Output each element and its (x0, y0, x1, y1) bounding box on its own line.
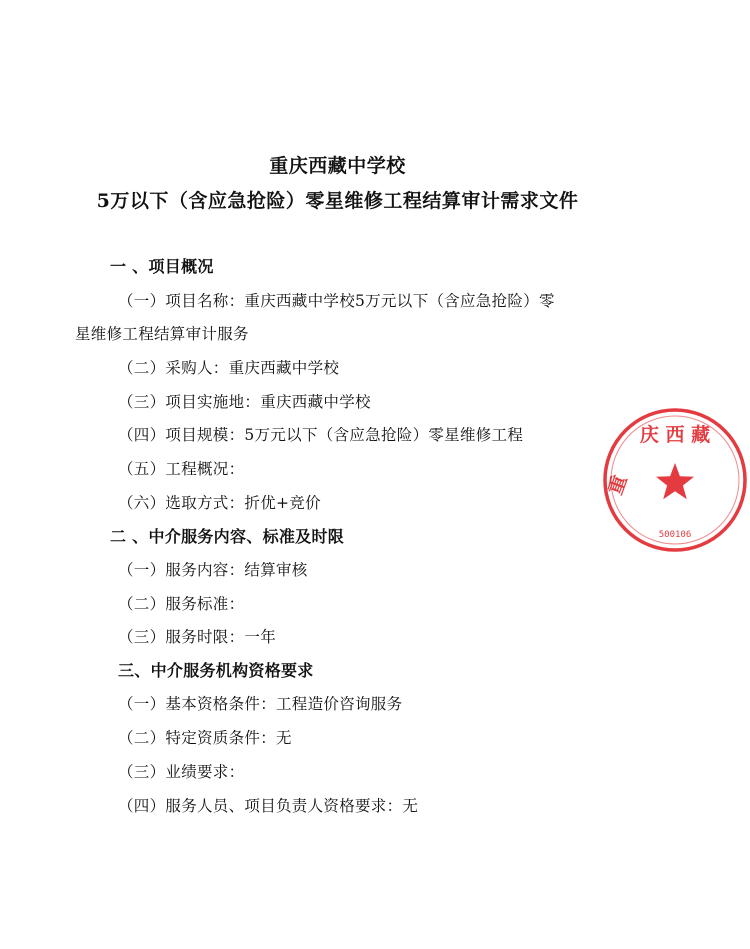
official-seal-stamp (600, 405, 750, 555)
svg-text:重: 重 (604, 472, 632, 498)
line-special-qualification: （二）特定资质条件：无 (118, 729, 292, 747)
seal-star-icon (656, 463, 694, 499)
line-service-content: （一）服务内容：结算审核 (118, 561, 308, 579)
section-heading-qualification: 三、中介服务机构资格要求 (118, 661, 314, 680)
line-implementation-site: （三）项目实施地：重庆西藏中学校 (118, 393, 371, 411)
line-project-name-cont: 星维修工程结算审计服务 (75, 325, 249, 343)
line-personnel-requirement: （四）服务人员、项目负责人资格要求：无 (118, 797, 419, 815)
line-project-overview: （五）工程概况： (118, 460, 245, 478)
line-service-period: （三）服务时限：一年 (118, 628, 277, 646)
line-basic-qualification: （一）基本资格条件：工程造价咨询服务 (118, 695, 403, 713)
line-purchaser: （二）采购人：重庆西藏中学校 (118, 359, 340, 377)
section-heading-service-content: 二 、中介服务内容、标准及时限 (110, 527, 345, 546)
line-project-scale: （四）项目规模：5万元以下（含应急抢险）零星维修工程 (118, 426, 524, 444)
line-service-standard: （二）服务标准： (118, 595, 245, 613)
svg-text:500106: 500106 (658, 530, 692, 540)
svg-text:庆 西 藏: 庆 西 藏 (639, 424, 711, 446)
line-performance-requirement: （三）业绩要求： (118, 763, 245, 781)
document-title-school: 重庆西藏中学校 (269, 155, 406, 177)
line-project-name: （一）项目名称：重庆西藏中学校5万元以下（含应急抢险）零 (118, 292, 555, 310)
document-title-subject: 5万以下（含应急抢险）零星维修工程结算审计需求文件 (96, 190, 579, 212)
line-selection-method: （六）选取方式：折优+竞价 (118, 494, 321, 512)
section-heading-project-overview: 一 、项目概况 (110, 257, 214, 276)
